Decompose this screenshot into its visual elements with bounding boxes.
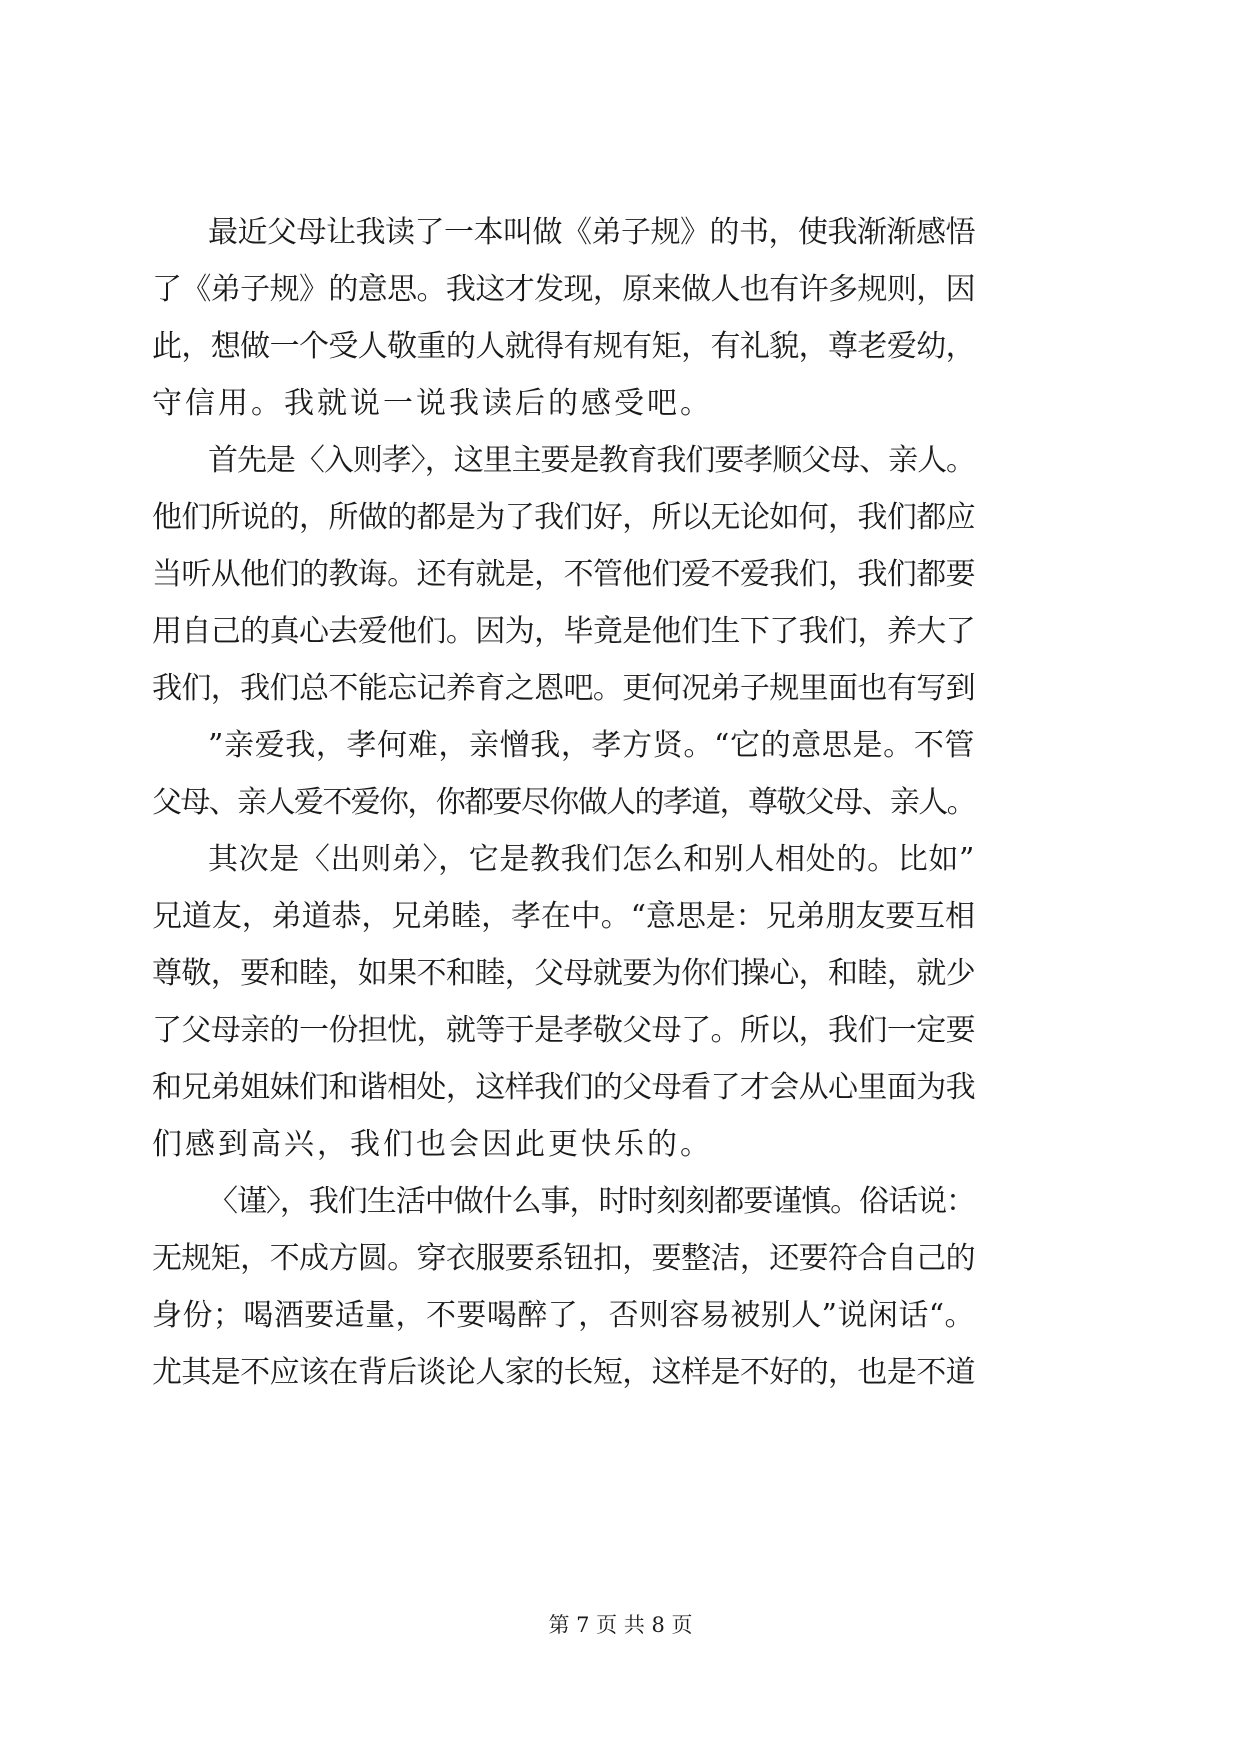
text-line: 我们，我们总不能忘记养育之恩吧。更何况弟子规里面也有写到 [152,671,975,706]
text-line: 此，想做一个受人敬重的人就得有规有矩，有礼貌，尊老爱幼， [152,329,975,364]
text-line: 无规矩，不成方圆。穿衣服要系钮扣，要整洁，还要符合自己的 [152,1241,975,1276]
text-line: 父母、亲人爱不爱你，你都要尽你做人的孝道，尊敬父母、亲人。 [152,785,975,820]
text-line: 用自己的真心去爱他们。因为，毕竟是他们生下了我们，养大了 [152,614,975,649]
text-line: 和兄弟姐妹们和谐相处，这样我们的父母看了才会从心里面为我 [152,1070,975,1105]
text-line: 了《弟子规》的意思。我这才发现，原来做人也有许多规则，因 [152,272,975,307]
text-line: ”亲爱我，孝何难，亲憎我，孝方贤。“它的意思是。不管 [208,728,975,763]
text-line: 首先是〈入则孝〉，这里主要是教育我们要孝顺父母、亲人。 [208,443,975,478]
text-line: 身份；喝酒要适量，不要喝醉了，否则容易被别人”说闲话“。 [152,1298,975,1333]
text-line: 其次是〈出则弟〉，它是教我们怎么和别人相处的。比如” [208,842,975,877]
text-line: 尤其是不应该在背后谈论人家的长短，这样是不好的，也是不道 [152,1355,975,1390]
page-number: 第 7 页 共 8 页 [548,1613,693,1637]
text-line: 兄道友，弟道恭，兄弟睦，孝在中。“意思是：兄弟朋友要互相 [152,899,975,934]
text-line: 们感到高兴，我们也会因此更快乐的。 [152,1127,713,1162]
text-line: 〈谨〉，我们生活中做什么事，时时刻刻都要谨慎。俗话说： [208,1184,975,1219]
text-line: 最近父母让我读了一本叫做《弟子规》的书，使我渐渐感悟 [208,215,975,250]
text-line: 他们所说的，所做的都是为了我们好，所以无论如何，我们都应 [152,500,975,535]
text-line: 当听从他们的教诲。还有就是，不管他们爱不爱我们，我们都要 [152,557,975,592]
text-line: 了父母亲的一份担忧，就等于是孝敬父母了。所以，我们一定要 [152,1013,975,1048]
text-line: 守信用。我就说一说我读后的感受吧。 [152,386,713,421]
text-line: 尊敬，要和睦，如果不和睦，父母就要为你们操心，和睦，就少 [152,956,975,991]
